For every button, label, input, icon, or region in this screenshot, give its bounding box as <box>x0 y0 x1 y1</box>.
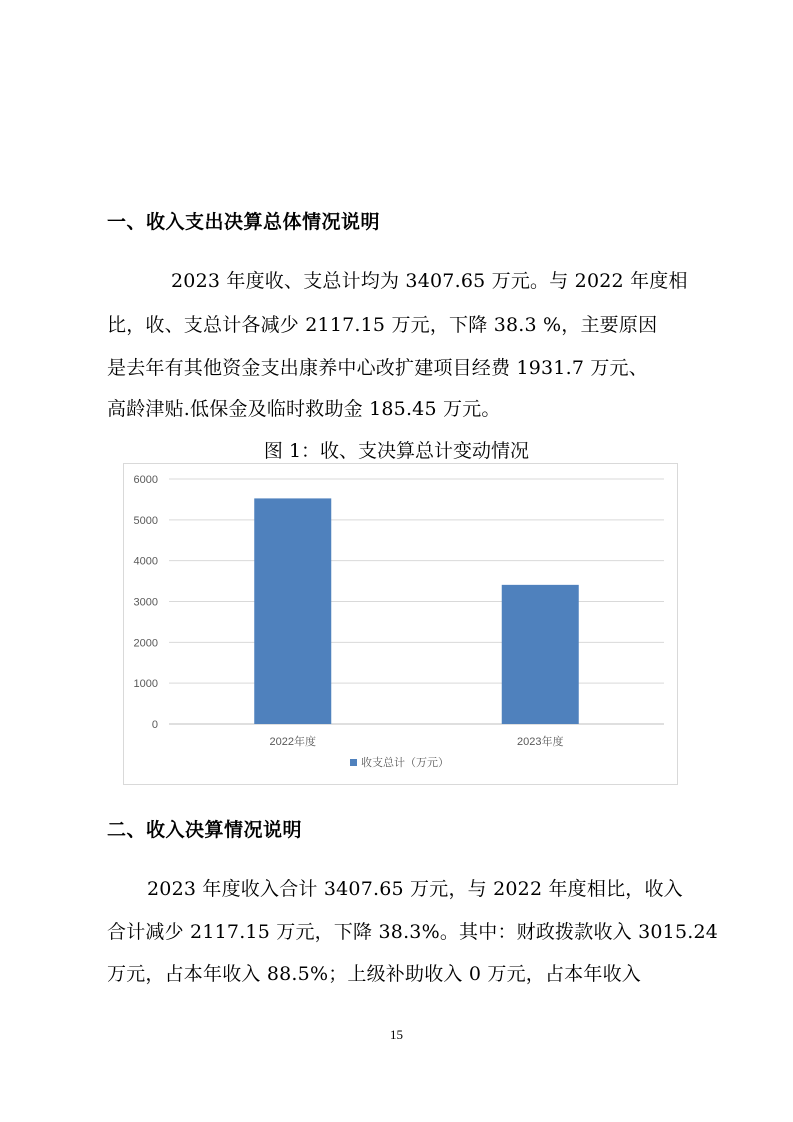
y-tick-label: 1000 <box>133 678 158 691</box>
section-2-line-3: 万元，占本年收入 88.5%；上级补助收入 0 万元，占本年收入 <box>107 963 641 985</box>
bar <box>502 585 579 724</box>
bar <box>254 498 331 724</box>
y-tick-label: 0 <box>151 719 158 731</box>
section-2-line-1: 2023 年度收入合计 3407.65 万元，与 2022 年度相比，收入 <box>147 878 683 900</box>
y-tick-label: 4000 <box>133 555 158 568</box>
x-tick-label: 2023年度 <box>517 736 564 748</box>
x-tick-label: 2022年度 <box>269 736 316 748</box>
section-2-line-2: 合计减少 2117.15 万元，下降 38.3%。其中：财政拨款收入 3015.24 <box>107 921 719 943</box>
legend-swatch <box>350 759 357 766</box>
section-1-heading: 一、收入支出决算总体情况说明 <box>107 211 381 233</box>
section-2-heading: 二、收入决算情况说明 <box>107 819 303 841</box>
section-1-line-3: 是去年有其他资金支出康养中心改扩建项目经费 1931.7 万元、 <box>107 357 648 379</box>
y-tick-label: 5000 <box>133 514 158 527</box>
section-1-line-2: 比，收、支总计各减少 2117.15 万元，下降 38.3 %，主要原因 <box>107 314 658 336</box>
section-1-line-1: 2023 年度收、支总计均为 3407.65 万元。与 2022 年度相 <box>171 270 688 292</box>
section-1-line-4: 高龄津贴.低保金及临时救助金 185.45 万元。 <box>107 398 501 420</box>
chart-svg <box>124 464 679 786</box>
y-tick-label: 6000 <box>133 474 158 486</box>
chart-caption: 图 1：收、支决算总计变动情况 <box>263 440 530 462</box>
legend-label: 收支总计（万元） <box>361 757 449 769</box>
y-tick-label: 3000 <box>133 596 158 609</box>
page-number: 15 <box>390 1027 403 1042</box>
bar-chart <box>123 463 678 785</box>
y-tick-label: 2000 <box>133 637 158 650</box>
